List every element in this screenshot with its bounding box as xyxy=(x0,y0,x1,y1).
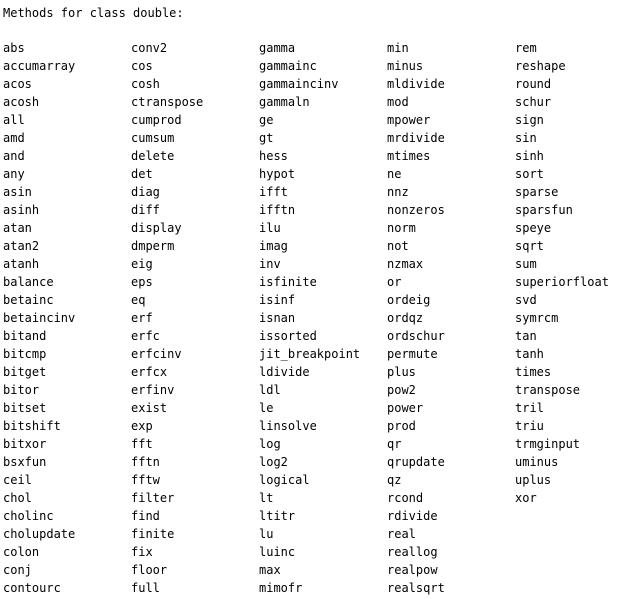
method-name: bsxfun xyxy=(3,455,47,469)
method-name: ordeig xyxy=(387,293,431,307)
methods-list xyxy=(3,39,620,597)
method-column xyxy=(515,39,620,597)
method-name: ge xyxy=(259,113,274,127)
method-name: bitand xyxy=(3,329,47,343)
method-name: asinh xyxy=(3,203,40,217)
method-name: erfcx xyxy=(131,365,168,379)
method-name: nonzeros xyxy=(387,203,445,217)
method-name: atanh xyxy=(3,257,40,271)
method-name: tril xyxy=(515,401,544,415)
method-name: sqrt xyxy=(515,239,544,253)
method-name: uminus xyxy=(515,455,559,469)
method-name: log xyxy=(259,437,281,451)
method-name: sign xyxy=(515,113,544,127)
method-name: finite xyxy=(131,527,175,541)
method-name: contourc xyxy=(3,581,61,595)
method-name: rcond xyxy=(387,491,424,505)
method-name: not xyxy=(387,239,409,253)
method-name: conj xyxy=(3,563,32,577)
method-name: plus xyxy=(387,365,416,379)
method-name: qz xyxy=(387,473,402,487)
method-name: bitor xyxy=(3,383,40,397)
method-name: full xyxy=(131,581,160,595)
method-name: norm xyxy=(387,221,416,235)
method-name: mimofr xyxy=(259,581,303,595)
method-name: max xyxy=(259,563,281,577)
method-name: bitset xyxy=(3,401,47,415)
method-name: floor xyxy=(131,563,168,577)
method-name: fft xyxy=(131,437,153,451)
method-name: betaincinv xyxy=(3,311,76,325)
method-name: accumarray xyxy=(3,59,76,73)
method-name: power xyxy=(387,401,424,415)
method-name: symrcm xyxy=(515,311,559,325)
method-name: acos xyxy=(3,77,32,91)
method-name: hess xyxy=(259,149,288,163)
method-name: mtimes xyxy=(387,149,431,163)
method-column xyxy=(387,39,515,597)
method-name: ldl xyxy=(259,383,281,397)
method-name: superiorfloat xyxy=(515,275,609,289)
method-name: find xyxy=(131,509,160,523)
method-name: cholinc xyxy=(3,509,54,523)
method-name: cholupdate xyxy=(3,527,76,541)
method-name: diag xyxy=(131,185,160,199)
method-name: delete xyxy=(131,149,175,163)
method-name: minus xyxy=(387,59,424,73)
method-name: pow2 xyxy=(387,383,416,397)
method-name: nnz xyxy=(387,185,409,199)
method-name: schur xyxy=(515,95,552,109)
method-name: filter xyxy=(131,491,175,505)
method-name: le xyxy=(259,401,274,415)
method-name: jit_breakpoint xyxy=(259,347,361,361)
method-name: reallog xyxy=(387,545,438,559)
method-name: exp xyxy=(131,419,153,433)
method-name: gt xyxy=(259,131,274,145)
method-name: atan xyxy=(3,221,32,235)
method-name: tan xyxy=(515,329,537,343)
method-name: prod xyxy=(387,419,416,433)
method-name: real xyxy=(387,527,416,541)
method-name: isinf xyxy=(259,293,296,307)
method-name: acosh xyxy=(3,95,40,109)
method-name: mod xyxy=(387,95,409,109)
method-name: ifftn xyxy=(259,203,296,217)
method-name: xor xyxy=(515,491,537,505)
method-name: bitget xyxy=(3,365,47,379)
method-name: nzmax xyxy=(387,257,424,271)
method-name: cumsum xyxy=(131,131,175,145)
method-name: bitcmp xyxy=(3,347,47,361)
method-name: sort xyxy=(515,167,544,181)
method-name: ordschur xyxy=(387,329,445,343)
method-name: exist xyxy=(131,401,168,415)
method-name: trmginput xyxy=(515,437,581,451)
method-name: qrupdate xyxy=(387,455,445,469)
method-name: eps xyxy=(131,275,153,289)
method-name: issorted xyxy=(259,329,317,343)
method-name: fix xyxy=(131,545,153,559)
method-name: eig xyxy=(131,257,153,271)
method-name: lu xyxy=(259,527,274,541)
method-name: erfcinv xyxy=(131,347,182,361)
method-name: ldivide xyxy=(259,365,310,379)
method-name: mpower xyxy=(387,113,431,127)
method-name: luinc xyxy=(259,545,296,559)
method-name: ltitr xyxy=(259,509,296,523)
method-name: display xyxy=(131,221,182,235)
method-name: ceil xyxy=(3,473,32,487)
method-name: log2 xyxy=(259,455,288,469)
method-name: permute xyxy=(387,347,438,361)
method-name: sparsfun xyxy=(515,203,573,217)
method-name: erfinv xyxy=(131,383,175,397)
method-name: rdivide xyxy=(387,509,438,523)
method-name: inv xyxy=(259,257,281,271)
method-name: gammaincinv xyxy=(259,77,339,91)
method-column xyxy=(259,39,387,597)
method-name: fftn xyxy=(131,455,160,469)
method-name: bitshift xyxy=(3,419,61,433)
method-name: sum xyxy=(515,257,537,271)
method-name: det xyxy=(131,167,153,181)
method-name: sparse xyxy=(515,185,559,199)
method-name: asin xyxy=(3,185,32,199)
method-name: chol xyxy=(3,491,32,505)
method-name: ordqz xyxy=(387,311,424,325)
method-name: realsqrt xyxy=(387,581,445,595)
method-name: tanh xyxy=(515,347,544,361)
method-name: lt xyxy=(259,491,274,505)
method-name: gamma xyxy=(259,41,296,55)
method-name: triu xyxy=(515,419,544,433)
method-name: isfinite xyxy=(259,275,317,289)
method-name: hypot xyxy=(259,167,296,181)
method-name: cosh xyxy=(131,77,160,91)
method-name: linsolve xyxy=(259,419,317,433)
method-name: ilu xyxy=(259,221,281,235)
method-name: abs xyxy=(3,41,25,55)
method-name: ctranspose xyxy=(131,95,204,109)
method-name: ifft xyxy=(259,185,288,199)
method-name: dmperm xyxy=(131,239,175,253)
method-name: betainc xyxy=(3,293,54,307)
method-name: colon xyxy=(3,545,40,559)
method-name: round xyxy=(515,77,552,91)
method-name: ne xyxy=(387,167,402,181)
method-name: all xyxy=(3,113,25,127)
method-name: reshape xyxy=(515,59,566,73)
method-name: diff xyxy=(131,203,160,217)
method-name: rem xyxy=(515,41,537,55)
method-name: conv2 xyxy=(131,41,168,55)
method-name: times xyxy=(515,365,552,379)
method-name: any xyxy=(3,167,25,181)
method-name: speye xyxy=(515,221,552,235)
method-name: imag xyxy=(259,239,288,253)
method-name: uplus xyxy=(515,473,552,487)
method-name: balance xyxy=(3,275,54,289)
method-name: cumprod xyxy=(131,113,182,127)
method-name: logical xyxy=(259,473,310,487)
method-name: cos xyxy=(131,59,153,73)
method-name: fftw xyxy=(131,473,160,487)
method-name: qr xyxy=(387,437,402,451)
method-name: amd xyxy=(3,131,25,145)
method-name: realpow xyxy=(387,563,438,577)
method-name: erf xyxy=(131,311,153,325)
method-name: gammaln xyxy=(259,95,310,109)
method-name: eq xyxy=(131,293,146,307)
method-name: bitxor xyxy=(3,437,47,451)
method-name: or xyxy=(387,275,402,289)
method-name: min xyxy=(387,41,409,55)
method-name: sinh xyxy=(515,149,544,163)
method-name: svd xyxy=(515,293,537,307)
method-name: and xyxy=(3,149,25,163)
method-name: mldivide xyxy=(387,77,445,91)
method-column xyxy=(131,39,259,597)
method-column xyxy=(3,39,131,597)
method-name: isnan xyxy=(259,311,296,325)
method-name: sin xyxy=(515,131,537,145)
method-name: erfc xyxy=(131,329,160,343)
method-name: mrdivide xyxy=(387,131,445,145)
method-name: gammainc xyxy=(259,59,317,73)
methods-header: Methods for class double: xyxy=(3,6,184,20)
method-name: transpose xyxy=(515,383,581,397)
method-name: atan2 xyxy=(3,239,40,253)
